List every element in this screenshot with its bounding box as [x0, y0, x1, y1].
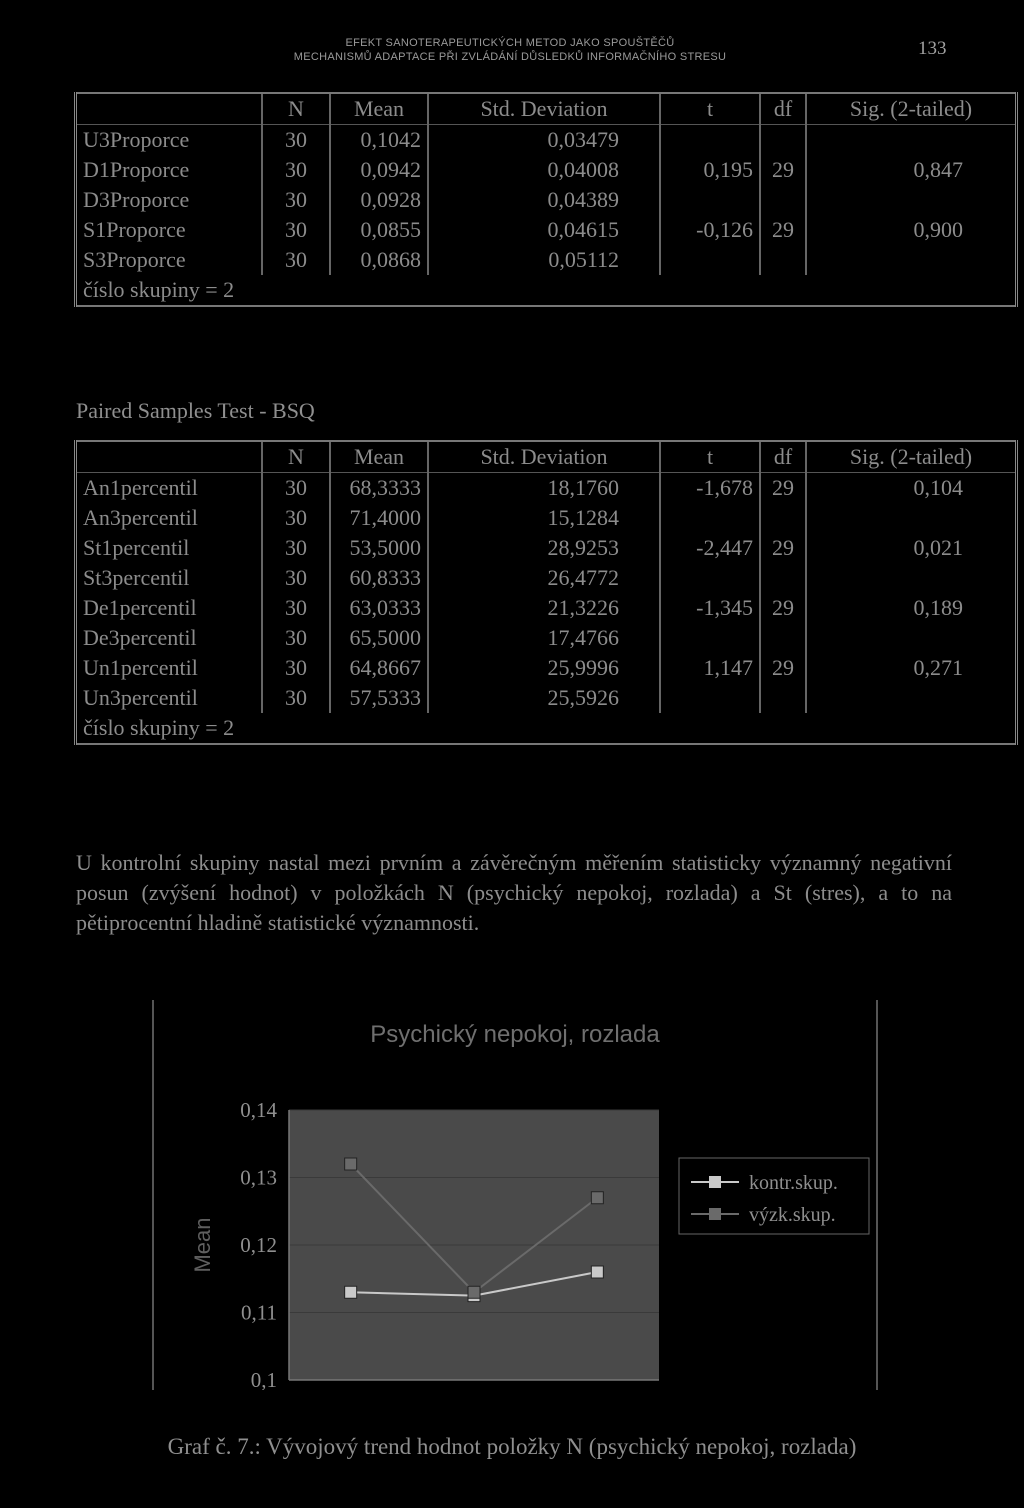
row-label: S3Proporce [76, 245, 263, 275]
cell-n: 30 [262, 125, 330, 156]
cell-t: -2,447 [660, 533, 760, 563]
row-label: St3percentil [76, 563, 263, 593]
column-header: N [262, 93, 330, 125]
y-tick-label: 0,11 [241, 1300, 277, 1325]
table-row [76, 683, 1017, 713]
cell-n: 30 [262, 185, 330, 215]
bsq-table [74, 440, 1018, 745]
cell-sig [806, 185, 1017, 215]
row-label: De3percentil [76, 623, 263, 653]
cell-df: 29 [760, 533, 806, 563]
cell-df [760, 563, 806, 593]
cell-n: 30 [262, 653, 330, 683]
legend-swatch-marker [709, 1176, 721, 1188]
figure-caption: Graf č. 7.: Vývojový trend hodnot položky N (psychický nepokoj, rozlada) [167, 1434, 857, 1459]
cell-mean: 0,0928 [330, 185, 428, 215]
table-row [76, 473, 1017, 504]
y-tick-label: 0,14 [240, 1098, 277, 1122]
table-header-row [76, 441, 1017, 473]
cell-sd: 0,03479 [428, 125, 660, 156]
data-point [591, 1266, 603, 1278]
cell-df [760, 185, 806, 215]
cell-df: 29 [760, 473, 806, 504]
cell-mean: 0,0868 [330, 245, 428, 275]
table-row [76, 155, 1017, 185]
body-paragraph: U kontrolní skupiny nastal mezi prvním a závěrečným měřením statisticky významný negativní posun (zvýšení hodnot) v položkách N (psychický nepokoj, rozlada) a St (stres), a to na pětiprocentní hladině statistické významnosti. [76, 850, 952, 935]
chart-title: Psychický nepokoj, rozlada [370, 1021, 660, 1048]
column-header: Mean [330, 93, 428, 125]
cell-t [660, 125, 760, 156]
row-label: D3Proporce [76, 185, 263, 215]
cell-sig [806, 245, 1017, 275]
cell-n: 30 [262, 473, 330, 504]
cell-mean: 0,0942 [330, 155, 428, 185]
cell-sig: 0,021 [806, 533, 1017, 563]
data-point [345, 1286, 357, 1298]
table-footer-row [76, 275, 1017, 306]
cell-sig: 0,900 [806, 215, 1017, 245]
row-label: An1percentil [76, 473, 263, 504]
cell-t: -0,126 [660, 215, 760, 245]
cell-sig [806, 125, 1017, 156]
cell-t [660, 245, 760, 275]
proportions-table [74, 92, 1018, 307]
cell-sd: 0,04008 [428, 155, 660, 185]
cell-n: 30 [262, 683, 330, 713]
table-row [76, 215, 1017, 245]
table-row [76, 653, 1017, 683]
cell-mean: 65,5000 [330, 623, 428, 653]
cell-sd: 17,4766 [428, 623, 660, 653]
column-header: Std. Deviation [428, 441, 660, 473]
cell-t [660, 185, 760, 215]
row-label: S1Proporce [76, 215, 263, 245]
cell-n: 30 [262, 245, 330, 275]
cell-n: 30 [262, 593, 330, 623]
cell-mean: 71,4000 [330, 503, 428, 533]
cell-t [660, 503, 760, 533]
cell-mean: 64,8667 [330, 653, 428, 683]
cell-df [760, 503, 806, 533]
cell-t: 1,147 [660, 653, 760, 683]
row-label: Un3percentil [76, 683, 263, 713]
running-header-line2: MECHANISMŮ ADAPTACE PŘI ZVLÁDÁNÍ DŮSLEDKŮ INFORMAČNÍHO STRESU [293, 51, 727, 63]
cell-mean: 60,8333 [330, 563, 428, 593]
row-label: De1percentil [76, 593, 263, 623]
running-header [180, 36, 840, 64]
cell-sd: 15,1284 [428, 503, 660, 533]
cell-t [660, 683, 760, 713]
cell-df [760, 245, 806, 275]
header-cell [76, 441, 263, 473]
table2-caption: Paired Samples Test - BSQ [76, 398, 315, 423]
cell-t: -1,678 [660, 473, 760, 504]
cell-df: 29 [760, 593, 806, 623]
column-header: df [760, 93, 806, 125]
cell-df: 29 [760, 155, 806, 185]
cell-t: -1,345 [660, 593, 760, 623]
cell-df: 29 [760, 215, 806, 245]
cell-t [660, 563, 760, 593]
column-header: Sig. (2-tailed) [806, 93, 1017, 125]
column-header: t [660, 93, 760, 125]
running-header-line1: EFEKT SANOTERAPEUTICKÝCH METOD JAKO SPOUŠTĚČŮ [345, 37, 675, 49]
cell-n: 30 [262, 215, 330, 245]
header-cell [76, 93, 263, 125]
table-footnote: číslo skupiny = 2 [76, 713, 1017, 744]
page-number: 133 [918, 38, 947, 59]
legend-label: kontr.skup. [749, 1172, 838, 1194]
cell-sd: 25,9996 [428, 653, 660, 683]
column-header: Sig. (2-tailed) [806, 441, 1017, 473]
chart-frame [152, 1000, 878, 1390]
table-row [76, 533, 1017, 563]
y-tick-label: 0,12 [240, 1233, 277, 1257]
cell-n: 30 [262, 623, 330, 653]
table-footnote: číslo skupiny = 2 [76, 275, 1017, 306]
cell-sig [806, 623, 1017, 653]
data-point [591, 1192, 603, 1204]
cell-sd: 28,9253 [428, 533, 660, 563]
row-label: U3Proporce [76, 125, 263, 156]
table-header-row [76, 93, 1017, 125]
y-tick-label: 0,1 [250, 1368, 277, 1390]
cell-n: 30 [262, 563, 330, 593]
cell-mean: 63,0333 [330, 593, 428, 623]
column-header: df [760, 441, 806, 473]
cell-n: 30 [262, 155, 330, 185]
cell-sig: 0,271 [806, 653, 1017, 683]
y-tick-label: 0,13 [240, 1165, 277, 1190]
cell-n: 30 [262, 503, 330, 533]
cell-sig: 0,847 [806, 155, 1017, 185]
cell-sd: 0,04615 [428, 215, 660, 245]
cell-t [660, 623, 760, 653]
table-row [76, 503, 1017, 533]
column-header: Mean [330, 441, 428, 473]
table-row [76, 185, 1017, 215]
cell-sd: 26,4772 [428, 563, 660, 593]
cell-sig [806, 503, 1017, 533]
cell-sd: 21,3226 [428, 593, 660, 623]
row-label: Un1percentil [76, 653, 263, 683]
cell-n: 30 [262, 533, 330, 563]
data-point [468, 1286, 480, 1298]
cell-mean: 53,5000 [330, 533, 428, 563]
row-label: D1Proporce [76, 155, 263, 185]
data-point [345, 1158, 357, 1170]
cell-sd: 18,1760 [428, 473, 660, 504]
cell-df [760, 623, 806, 653]
cell-sd: 25,5926 [428, 683, 660, 713]
legend-swatch-marker [709, 1208, 721, 1220]
column-header: Std. Deviation [428, 93, 660, 125]
y-axis-label: Mean [190, 1217, 215, 1273]
cell-sig [806, 563, 1017, 593]
column-header: N [262, 441, 330, 473]
cell-mean: 68,3333 [330, 473, 428, 504]
cell-mean: 0,1042 [330, 125, 428, 156]
table-row [76, 593, 1017, 623]
table-row [76, 245, 1017, 275]
column-header: t [660, 441, 760, 473]
table-row [76, 125, 1017, 156]
cell-mean: 0,0855 [330, 215, 428, 245]
cell-mean: 57,5333 [330, 683, 428, 713]
cell-df [760, 125, 806, 156]
cell-sig: 0,104 [806, 473, 1017, 504]
table-row [76, 623, 1017, 653]
cell-sig: 0,189 [806, 593, 1017, 623]
line-chart [154, 1000, 876, 1390]
row-label: An3percentil [76, 503, 263, 533]
legend-label: výzk.skup. [749, 1204, 836, 1226]
cell-sig [806, 683, 1017, 713]
row-label: St1percentil [76, 533, 263, 563]
table-row [76, 563, 1017, 593]
table-footer-row [76, 713, 1017, 744]
cell-sd: 0,04389 [428, 185, 660, 215]
cell-t: 0,195 [660, 155, 760, 185]
cell-df: 29 [760, 653, 806, 683]
cell-df [760, 683, 806, 713]
cell-sd: 0,05112 [428, 245, 660, 275]
